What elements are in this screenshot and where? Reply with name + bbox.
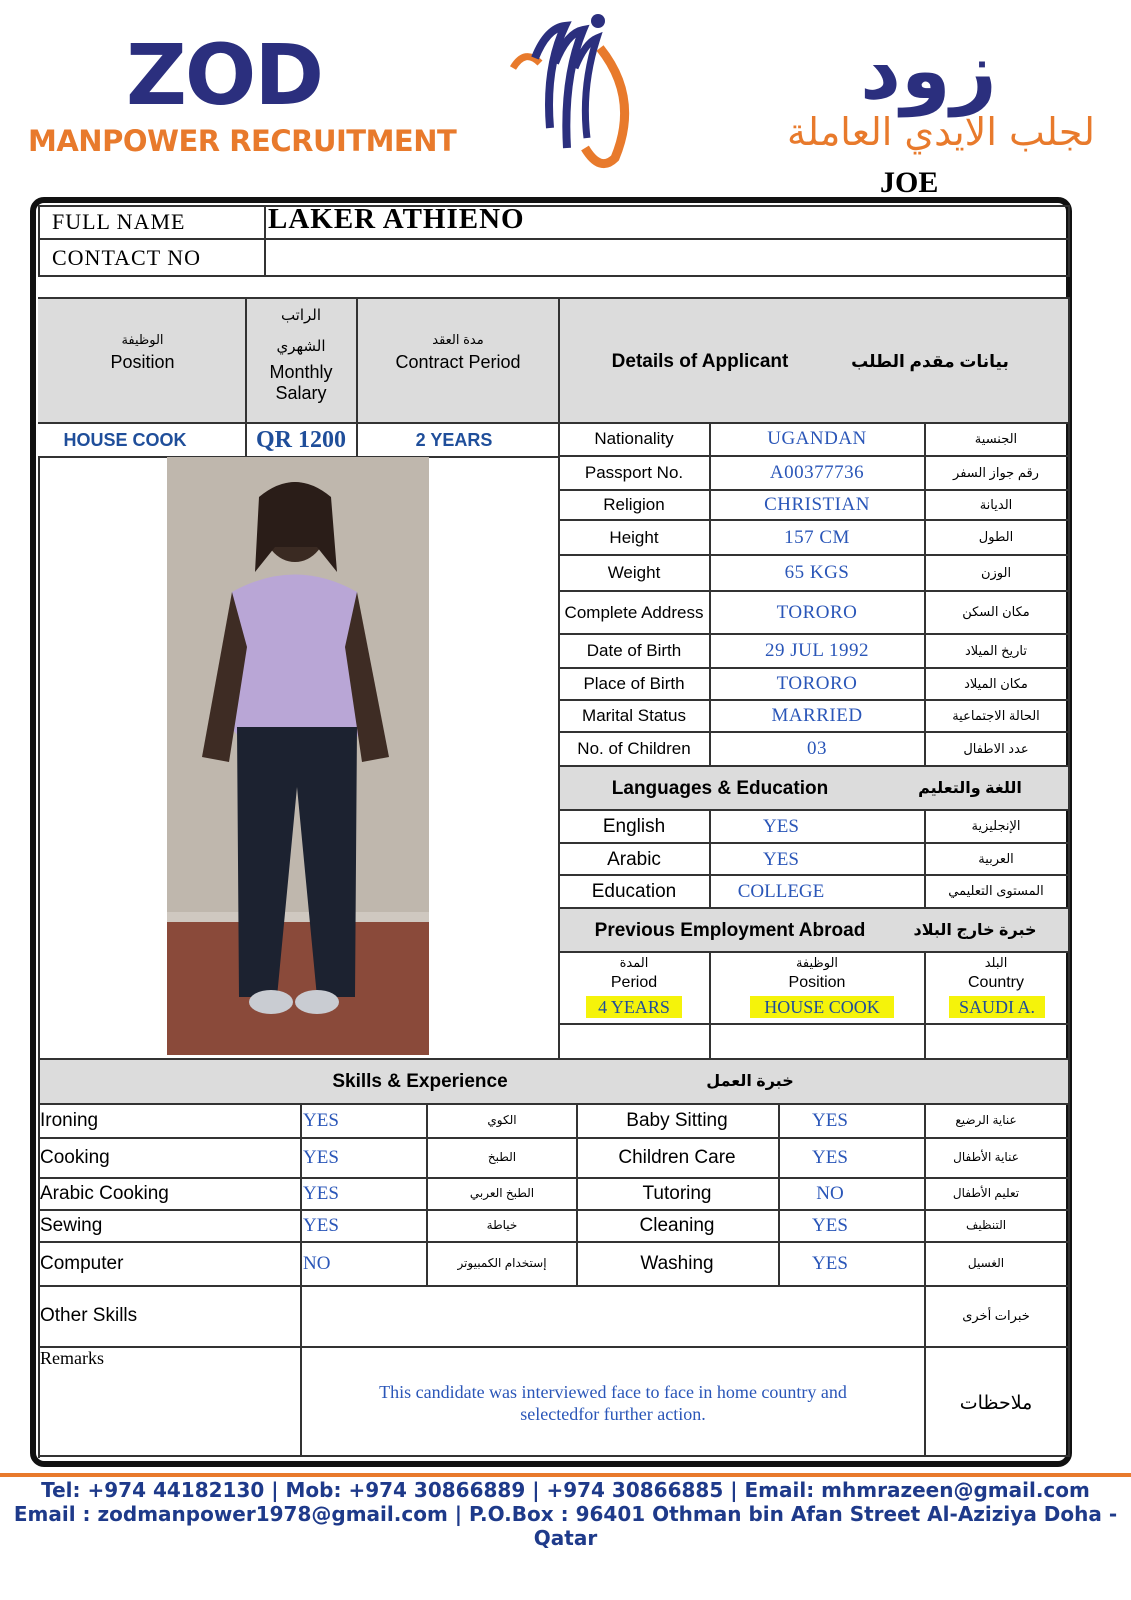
footer-divider [0, 1473, 1131, 1477]
detail-label-ar: عدد الاطفال [963, 740, 1029, 756]
detail-label: Date of Birth [586, 641, 682, 661]
skill-label-ar: خياطة [486, 1218, 518, 1233]
skill-value: YES [812, 1215, 848, 1237]
details-title-ar: بيانات مقدم الطلب [851, 352, 1009, 372]
skill-label: Cleaning [639, 1215, 715, 1237]
salary-value: QR 1200 [256, 427, 346, 454]
detail-label: Place of Birth [583, 674, 685, 694]
language-value: YES [763, 848, 799, 870]
detail-label-ar: مكان السكن [962, 604, 1030, 620]
remarks-label-ar: ملاحظات [959, 1393, 1033, 1415]
contract-ar: مدة العقد [432, 331, 484, 347]
salary-ar-2: الشهري [276, 338, 326, 356]
other-skills-value [302, 1300, 922, 1332]
language-value: COLLEGE [737, 880, 825, 902]
skill-label-ar: عناية الرضيع [955, 1113, 1017, 1128]
skill-label-ar: الطبخ [487, 1150, 517, 1165]
skill-label: Children Care [618, 1147, 736, 1169]
skill-label-ar: الغسيل [967, 1256, 1005, 1271]
skill-label: Baby Sitting [626, 1110, 728, 1132]
position-value: HOUSE COOK [63, 429, 187, 450]
detail-value: 65 KGS [784, 562, 850, 584]
full-name-label: FULL NAME [52, 209, 186, 235]
period-header: Period [610, 973, 658, 991]
salary-ar-1: الراتب [280, 307, 322, 325]
other-skills-label: Other Skills [40, 1305, 138, 1327]
detail-value: 03 [807, 738, 827, 760]
country-header: Country [967, 973, 1025, 991]
detail-label: Religion [603, 495, 665, 515]
skill-label-ar: الكوي [487, 1113, 517, 1128]
remarks-text [302, 1381, 924, 1425]
employment-title-ar: خبرة خارج البلاد [913, 921, 1037, 939]
contact-label: CONTACT NO [52, 244, 202, 270]
emp-country-value: SAUDI A. [949, 996, 1045, 1018]
position-header: Position [110, 351, 175, 372]
skills-title-ar: خبرة العمل [706, 1072, 794, 1090]
skill-value: YES [812, 1253, 848, 1275]
skill-label: Cooking [40, 1147, 110, 1169]
contract-value: 2 YEARS [415, 429, 493, 450]
zod-logo-emblem [505, 8, 635, 173]
languages-title: Languages & Education [611, 778, 829, 800]
detail-value: UGANDAN [767, 428, 867, 450]
language-label-ar: المستوى التعليمي [948, 883, 1044, 899]
skill-label-ar: عناية الأطفال [953, 1150, 1019, 1165]
detail-value: TORORO [776, 673, 858, 695]
detail-label: Marital Status [582, 706, 686, 726]
skill-label-ar: إستخدام الكمبيوتر [457, 1256, 547, 1271]
detail-label: Weight [607, 563, 661, 583]
skill-label-ar: تعليم الأطفال [952, 1186, 1020, 1201]
full-name-value: LAKER ATHIENO [268, 203, 525, 236]
detail-label: Nationality [594, 429, 674, 449]
skill-value: NO [816, 1183, 844, 1205]
skills-title: Skills & Experience [332, 1071, 508, 1093]
emp-period-value: 4 YEARS [586, 996, 682, 1018]
employment-title: Previous Employment Abroad [594, 920, 866, 942]
skill-label-ar: الطبخ العربي [469, 1186, 535, 1201]
detail-label-ar: الوزن [980, 564, 1012, 580]
skill-value: YES [812, 1110, 848, 1132]
applicant-photo [167, 457, 429, 1055]
detail-label: Passport No. [584, 463, 684, 483]
language-label: English [602, 815, 666, 837]
details-title: Details of Applicant [611, 351, 789, 373]
skill-label: Ironing [40, 1110, 99, 1132]
detail-value: CHRISTIAN [764, 494, 870, 516]
skill-label: Computer [40, 1253, 124, 1275]
footer-contacts: Tel: +974 44182130 | Mob: +974 30866889 | +974 30866885 | Email: mhmrazeen@gmail.com [41, 1478, 1090, 1502]
languages-title-ar: اللغة والتعليم [918, 779, 1022, 797]
remarks-label: Remarks [40, 1348, 104, 1368]
detail-label: Height [609, 527, 659, 547]
language-label: Education [591, 880, 677, 902]
language-label-ar: الإنجليزية [971, 818, 1021, 834]
detail-value: 157 CM [784, 526, 850, 548]
remarks-line-2: selectedfor further action. [520, 1404, 706, 1424]
arabic-brand: زود [860, 24, 997, 117]
position-ar: الوظيفة [121, 331, 164, 347]
period-ar: المدة [619, 954, 649, 970]
agent-code: JOE [880, 166, 939, 199]
skill-value: YES [812, 1147, 848, 1169]
country-ar: البلد [984, 954, 1008, 970]
other-skills-ar: خبرات أخرى [962, 1307, 1030, 1323]
detail-value: MARRIED [771, 705, 863, 727]
detail-label: Complete Address [564, 602, 704, 622]
skill-label: Tutoring [642, 1183, 712, 1205]
skill-label: Washing [640, 1253, 714, 1275]
detail-label-ar: الجنسية [974, 430, 1018, 446]
emp-position-value: HOUSE COOK [750, 996, 894, 1018]
detail-label-ar: الحالة الاجتماعية [952, 707, 1040, 723]
detail-label-ar: رقم جواز السفر [953, 464, 1039, 480]
brand-logo-text: ZOD [126, 26, 323, 124]
detail-value: 29 JUL 1992 [764, 640, 870, 662]
skill-label-ar: التنظيف [965, 1218, 1007, 1233]
brand-subtitle: MANPOWER RECRUITMENT [28, 124, 457, 158]
salary-header: Monthly Salary [269, 362, 333, 403]
contact-value [270, 240, 870, 275]
language-value: YES [763, 815, 799, 837]
skill-value: YES [303, 1183, 339, 1205]
detail-label-ar: تاريخ الميلاد [964, 642, 1028, 658]
emp-position-header: Position [788, 973, 846, 991]
detail-label-ar: مكان الميلاد [964, 675, 1028, 691]
detail-label: No. of Children [577, 739, 691, 759]
skill-label: Sewing [40, 1215, 103, 1237]
skill-value: YES [303, 1110, 339, 1132]
footer-address: Email : zodmanpower1978@gmail.com | P.O.Box : 96401 Othman bin Afan Street Al-Aziziya Doha - Qatar [13, 1502, 1118, 1550]
skill-value: YES [303, 1215, 339, 1237]
remarks-line-1: This candidate was interviewed face to face in home country and [379, 1382, 847, 1402]
detail-value: A00377736 [769, 462, 865, 484]
skill-label: Arabic Cooking [40, 1183, 169, 1205]
skill-value: NO [303, 1253, 331, 1275]
detail-label-ar: الديانة [979, 496, 1013, 512]
arabic-subtitle: لجلب الايدي العاملة [786, 110, 1095, 154]
language-label-ar: العربية [978, 851, 1014, 867]
detail-label-ar: الطول [978, 529, 1014, 545]
language-label: Arabic [607, 848, 661, 870]
contract-header: Contract Period [395, 351, 521, 372]
detail-value: TORORO [776, 601, 858, 623]
skill-value: YES [303, 1147, 339, 1169]
emp-position-ar: الوظيفة [795, 954, 839, 970]
